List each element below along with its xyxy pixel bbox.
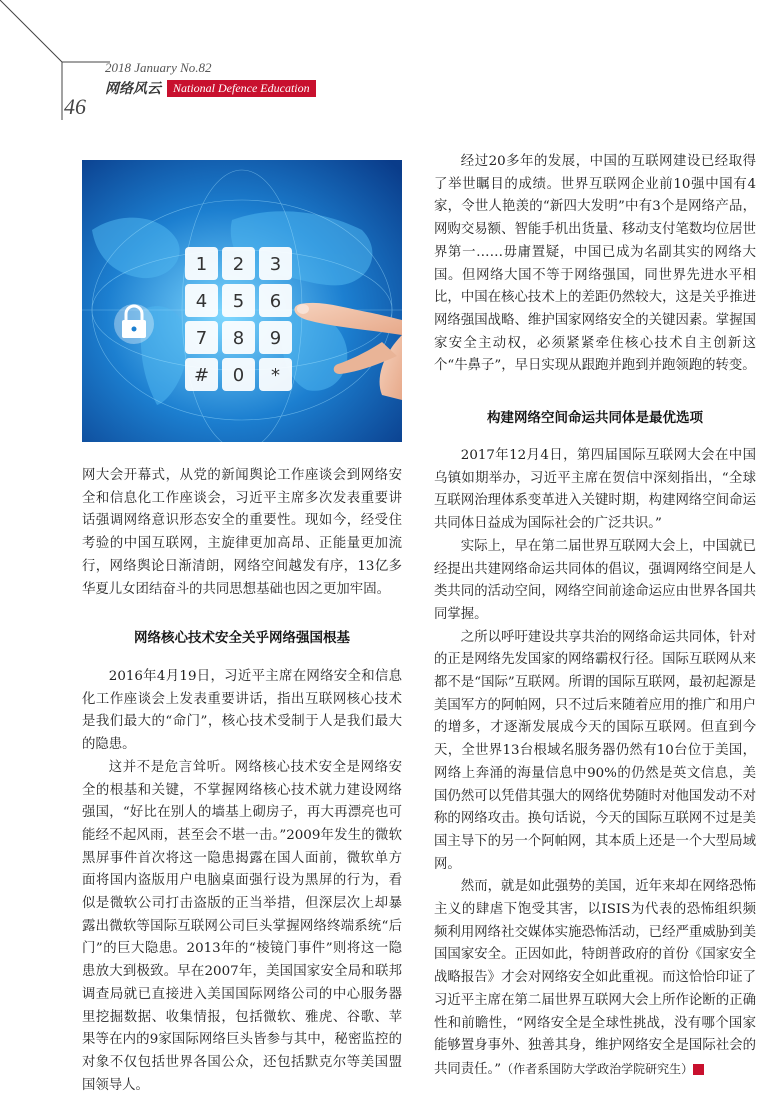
keypad-key: 4 (195, 291, 208, 312)
paragraph: 这并不是危言耸听。网络核心技术安全是网络安全的根基和关键，不掌握网络核心技术就力建设网络强国，“好比在别人的墙基上砌房子，再大再漂亮也可能经不起风雨，甚至会不堪一击。”2009年发生的微软黑屏事件首次将这一隐患揭露在国人面前，微软单方面将国内盗版用户电脑桌面强行设为黑屏的行为，看似是微软公司打击盗版的正当举措，但深层次上却暴露出微软等国际互联网公司巨头掌握网络终端系统“后门”的巨大隐患。2013年的“棱镜门事件”则将这一隐患放大到极致。早在2007年，美国国家安全局和联邦调查局就已直接进入美国国际网络公司的中心服务器里挖掘数据、收集情报，包括微软、雅虎、谷歌、苹果等在内的9家国际网络巨头皆参与其中，秘密监控的对象不仅包括世界各国公众，还包括默克尔等美国盟国领导人。 (82, 759, 402, 1093)
keypad-key: 8 (232, 328, 245, 349)
paragraph-final (434, 876, 756, 1081)
paragraph-text: 然而，就是如此强势的美国，近年来却在网络恐怖主义的肆虐下饱受其害，以ISIS为代表的恐怖组织频频利用网络社交媒体实施恐怖活动，已经严重威胁到美国国家安全。正因如此，特朗普政府的首份《国家安全战略报告》才会对网络安全如此重视。而这恰恰印证了习近平主席在第二届世界互联网大会上所作论断的正确性和前瞻性，“网络安全是全球性挑战，没有哪个国家能够置身事外、独善其身，维护网络安全是国际社会的共同责任。” (434, 879, 756, 1077)
keypad-key: * (271, 365, 280, 386)
paragraph: 2017年12月4日，第四届国际互联网大会在中国乌镇如期举办，习近平主席在贺信中深刻指出，“全球互联网治理体系变革进入关键时期，构建网络空间命运共同体日益成为国际社会的广泛共识。” (434, 448, 756, 532)
keypad-key: 6 (269, 291, 282, 312)
left-column-continuation (82, 465, 402, 601)
paragraph: 网大会开幕式，从党的新闻舆论工作座谈会到网络安全和信息化工作座谈会，习近平主席多次发表重要讲话强调网络意识形态安全的重要性。现如今，经受住考验的中国互联网，主旋律更加高昂、正能量更加流行，网络舆论日渐清朗，网络空间越发有序，13亿多华夏儿女团结奋斗的共同思想基础也因之更加牢固。 (82, 468, 402, 597)
lock-icon (114, 304, 154, 344)
page-number: 46 (64, 94, 86, 119)
right-column-body (434, 445, 756, 1082)
page-corner-decoration (0, 0, 110, 120)
end-mark: G (693, 1064, 704, 1075)
keypad-key: 0 (232, 365, 245, 386)
keypad-key: 3 (269, 254, 282, 275)
paragraph: 实际上，早在第二届世界互联网大会上，中国就已经提出共建网络命运共同体的倡议，强调网络空间是人类共同的活动空间，网络空间前途命运应由世界各国共同掌握。 (434, 538, 756, 622)
magazine-name: National Defence Education (167, 80, 316, 97)
left-column-body (82, 666, 402, 1097)
keypad-key: 9 (269, 328, 282, 349)
keypad-key: 2 (232, 254, 245, 275)
keypad-key: # (193, 365, 210, 386)
issue-label: 2018 January No.82 (105, 60, 212, 75)
keypad-key: 5 (232, 291, 245, 312)
article-photo (82, 160, 402, 442)
paragraph: 2016年4月19日，习近平主席在网络安全和信息化工作座谈会上发表重要讲话，指出互联网核心技术是我们最大的“命门”，核心技术受制于人是我们最大的隐患。 (82, 669, 402, 753)
keypad-key: 1 (195, 254, 208, 275)
header-row (105, 78, 316, 98)
keypad-key: 7 (195, 328, 208, 349)
paragraph: 之所以呼吁建设共享共治的网络命运共同体，针对的正是网络先发国家的网络霸权行径。国际互联网从来都不是“国际”互联网。所谓的国际互联网，最初起源是美国军方的阿帕网，只不过后来随着应用的推广和用户的增多，才逐渐发展成今天的国际互联网。但直到今天，全世界13台根域名服务器仍然有10台位于美国，网络上奔涌的海量信息中90%的仍然是英文信息，美国仍然可以凭借其强大的网络优势随时对他国发动不对称的网络攻击。换句话说，今天的国际互联网不过是美国主导下的另一个阿帕网，其本质上还是一个大型局域网。 (434, 629, 756, 872)
section-title: 网络风云 (105, 81, 161, 97)
right-column-intro (434, 151, 756, 378)
section-heading-community: 构建网络空间命运共同体是最优选项 (487, 410, 703, 426)
keypad-illustration (82, 160, 402, 442)
author-note: （作者系国防大学政治学院研究生） (501, 1061, 694, 1076)
paragraph: 经过20多年的发展，中国的互联网建设已经取得了举世瞩目的成绩。世界互联网企业前10强中国有4家，令世人艳羡的“新四大发明”中有3个是网络产品，网购交易额、智能手机出货量、移动支付笔数均位居世界第一……毋庸置疑，中国已成为名副其实的网络大国。但网络大国不等于网络强国，同世界先进水平相比，中国在核心技术上的差距仍然较大，这是关乎推进网络强国战略、维护国家网络安全的关键因素。掌握国家安全主动权，必须紧紧牵住核心技术自主创新这个“牛鼻子”，早日实现从跟跑并跑到并跑领跑的转变。 (434, 154, 756, 374)
section-heading-core-tech: 网络核心技术安全关乎网络强国根基 (134, 630, 350, 646)
